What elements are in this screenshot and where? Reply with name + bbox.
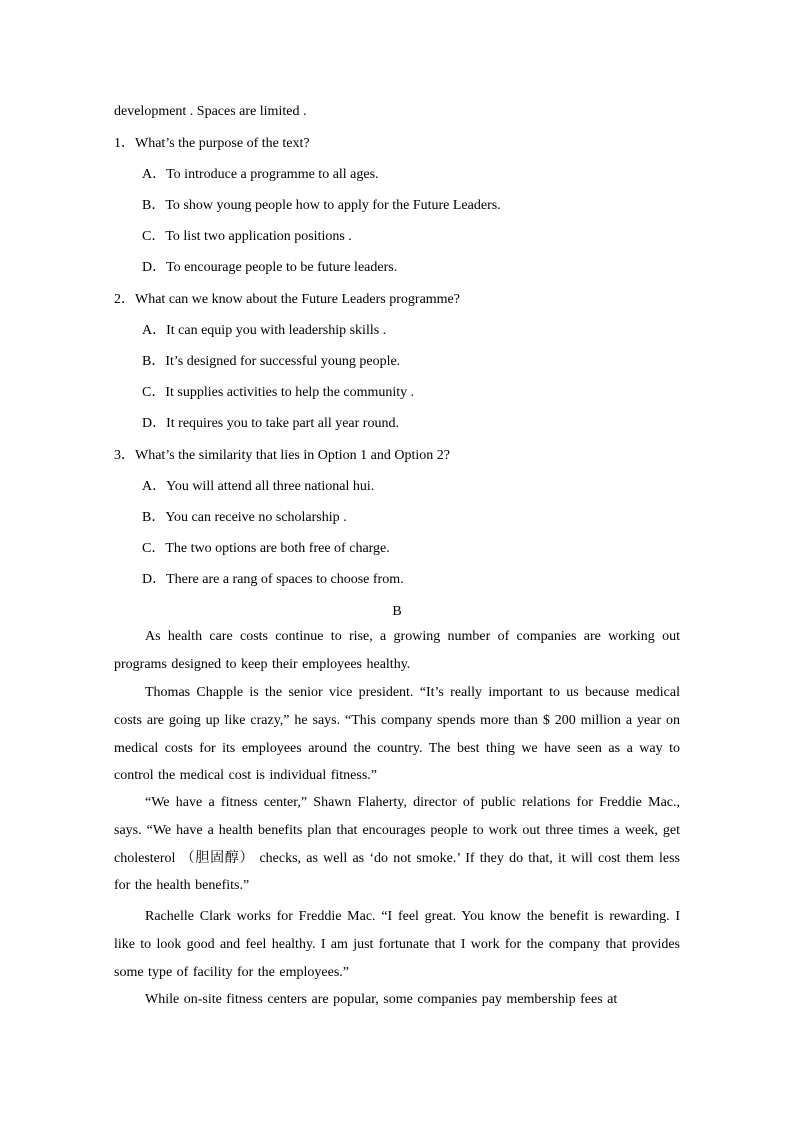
intro-line: development . Spaces are limited . [114,104,307,119]
question-stem: 2．What can we know about the Future Leaders programme? [114,292,460,307]
option-a: A．You will attend all three national hui. [142,479,375,494]
passage-paragraph-5: While on-site fitness centers are popular, some companies pay membership fees at [145,992,618,1007]
option-c: C．It supplies activities to help the community . [142,385,415,400]
option-c: C．The two options are both free of charge. [142,541,390,556]
question-stem: 3．What’s the similarity that lies in Option 1 and Option 2? [114,448,450,463]
question-stem: 1．What’s the purpose of the text? [114,136,310,151]
passage-paragraph-4: Rachelle Clark works for Freddie Mac. “I feel great. You know the benefit is rewarding. I like to look good and feel healthy. I am just fortunate that I work for the company that provides some type of facility for the employees.” [114,909,680,980]
option-d: D．To encourage people to be future leaders. [142,260,398,275]
passage-paragraph-1: As health care costs continue to rise, a growing number of companies are working out programs designed to keep their employees healthy. [114,629,680,672]
option-d: D．It requires you to take part all year round. [142,416,399,431]
option-d: D．There are a rang of spaces to choose from. [142,572,404,587]
option-b: B．To show young people how to apply for the Future Leaders. [142,198,501,213]
section-heading: B [392,604,402,619]
option-b: B．It’s designed for successful young people. [142,354,401,369]
passage-paragraph-3: “We have a fitness center,” Shawn Flaherty, director of public relations for Freddie Mac., says. “We have a health benefits plan that encourages people to work out three times a week, get cholesterol （胆固醇） checks, as well as ‘do not smoke.’ If they do that, it will cost them less for the health benefits.” [114,795,680,894]
option-c: C．To list two application positions . [142,229,352,244]
option-b: B．You can receive no scholarship . [142,510,347,525]
passage-paragraph-2: Thomas Chapple is the senior vice president. “It’s really important to us because medical costs are going up like crazy,” he says. “This company spends more than $ 200 million a year on medical costs for its employees around the country. The best thing we have seen as a way to control the medical cost is individual fitness.” [114,685,680,784]
option-a: A．It can equip you with leadership skills . [142,323,387,338]
option-a: A．To introduce a programme to all ages. [142,167,379,182]
